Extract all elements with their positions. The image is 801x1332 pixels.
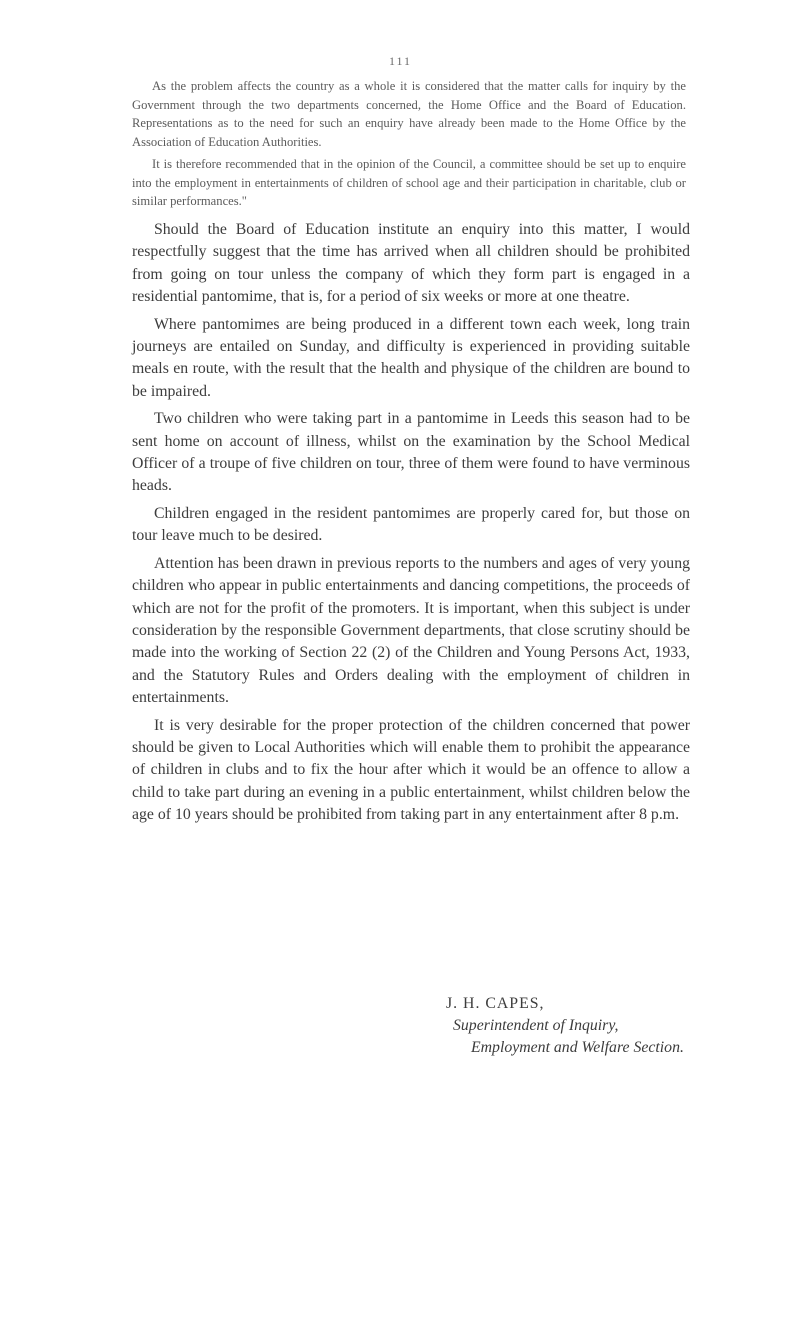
body-paragraph: Children engaged in the resident pantomimes are properly cared for, but those on tour leave much to be desired. bbox=[132, 504, 690, 545]
body-paragraph: Two children who were taking part in a pantomime in Leeds this season had to be sent home on account of illness, whilst on the examination by the School Medical Officer of a troupe of five children on tour, three of them were found to have verminous heads. bbox=[132, 410, 690, 495]
quoted-report-excerpt bbox=[132, 77, 686, 215]
signatory-name: J. H. CAPES, bbox=[446, 995, 545, 1012]
quoted-paragraph: It is therefore recommended that in the opinion of the Council, a committee should be set up to enquire into the employment in entertainments of children of school age and their participation in charitable, club or similar performances." bbox=[132, 157, 686, 208]
body-paragraph: Should the Board of Education institute an enquiry into this matter, I would respectfully suggest that the time has arrived when all children should be prohibited from going on tour unless the company of which they form part is engaged in a residential pantomime, that is, for a period of six weeks or more at one theatre. bbox=[132, 221, 690, 306]
report-body bbox=[132, 219, 690, 832]
signatory-section: Employment and Welfare Section. bbox=[471, 1039, 684, 1056]
quoted-paragraph: As the problem affects the country as a whole it is considered that the matter calls for inquiry by the Government through the two departments concerned, the Home Office and the Board of Education. Representations as to the need for such an enquiry have already been made to the Home Office by the Association of Education Authorities. bbox=[132, 79, 686, 149]
signatory-title: Superintendent of Inquiry, bbox=[453, 1017, 619, 1034]
page-number: 111 bbox=[388, 54, 413, 68]
signature-block bbox=[446, 993, 746, 1059]
body-paragraph: It is very desirable for the proper protection of the children concerned that power should be given to Local Authorities which will enable them to prohibit the appearance of children in clubs and to fix the hour after which it would be an offence to allow a child to take part during an evening in a public entertainment, whilst children below the age of 10 years should be prohibited from taking part in any entertainment after 8 p.m. bbox=[132, 716, 690, 824]
body-paragraph: Where pantomimes are being produced in a different town each week, long train journeys are entailed on Sunday, and difficulty is experienced in providing suitable meals en route, with the result that the health and physique of the children are bound to be impaired. bbox=[132, 315, 690, 400]
body-paragraph: Attention has been drawn in previous reports to the numbers and ages of very young children who appear in public entertainments and dancing competitions, the proceeds of which are not for the profit of the promoters. It is important, when this subject is under consideration by the responsible Government departments, that close scrutiny should be made into the working of Section 22 (2) of the Children and Young Persons Act, 1933, and the Statutory Rules and Orders dealing with the employment of children in entertainments. bbox=[132, 554, 690, 707]
